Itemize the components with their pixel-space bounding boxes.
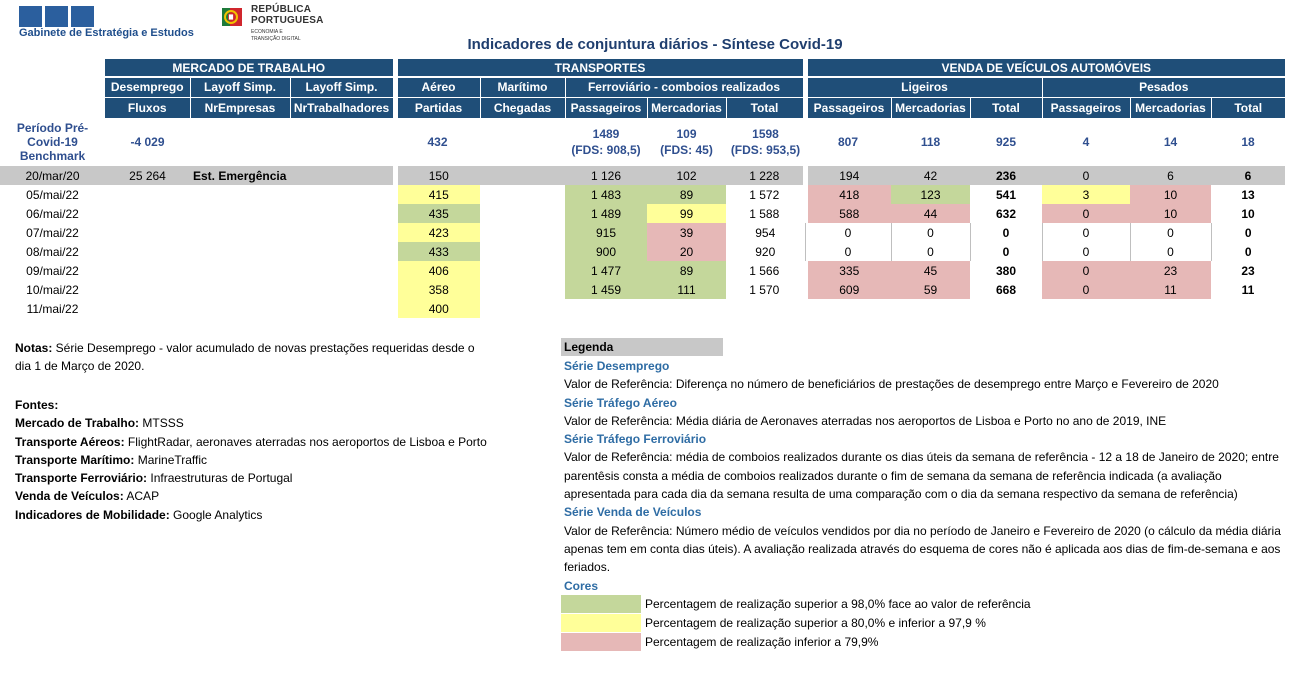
color-legend xyxy=(561,595,1031,652)
row-date: 09/mai/22 xyxy=(26,263,79,278)
row-pes-pass: 0 xyxy=(1042,242,1130,261)
rp-line3: ECONOMIA E xyxy=(251,29,283,35)
row-partidas: 423 xyxy=(395,223,480,242)
row-pes-pass: 0 xyxy=(1042,280,1130,299)
row-lig-pass: 0 xyxy=(805,223,891,242)
source-item: Indicadores de Mobilidade: Google Analytics xyxy=(15,507,263,522)
row-pes-total: 0 xyxy=(1244,225,1252,240)
row-ferro-merc: 111 xyxy=(647,280,726,299)
row-ferro-pass: 915 xyxy=(565,223,647,242)
row-date: 07/mai/22 xyxy=(26,225,79,240)
row-lig-merc: 59 xyxy=(891,280,970,299)
row-date: 11/mai/22 xyxy=(26,301,79,316)
legend-s4-text: Valor de Referência: Número médio de veículos vendidos por dia no período de Janeiro e Fevereiro de 2020 (o cálculo da média diária apenas tem em conta dias úteis). A avaliação realizada através do esquema de cores não é aplicada aos dias de fim-de-semana e aos feriados. xyxy=(564,523,1281,575)
col-ferro-passageiros: Passageiros xyxy=(565,97,647,118)
rp-line4: TRANSIÇÃO DIGITAL xyxy=(251,36,301,42)
row-lig-total: 668 xyxy=(995,282,1017,297)
emergency-partidas: 150 xyxy=(395,166,480,185)
sub-ferroviario: Ferroviário - comboios realizados xyxy=(565,77,805,97)
benchmark-label: Período Pré-Covid-19 Benchmark xyxy=(16,121,89,163)
logo-square xyxy=(45,6,68,27)
row-lig-pass: 418 xyxy=(805,185,891,204)
row-date: 06/mai/22 xyxy=(26,206,79,221)
row-pes-total: 0 xyxy=(1244,244,1252,259)
row-partidas: 435 xyxy=(395,204,480,223)
row-date: 05/mai/22 xyxy=(26,187,79,202)
sub-layoff2: Layoff Simp. xyxy=(290,77,395,97)
col-chegadas: Chegadas xyxy=(480,97,565,118)
row-date: 08/mai/22 xyxy=(26,244,79,259)
legend-s3-title: Série Tráfego Ferroviário xyxy=(564,432,707,447)
sources xyxy=(15,396,487,524)
row-lig-merc: 0 xyxy=(891,242,970,261)
table-row xyxy=(0,242,1285,261)
col-partidas: Partidas xyxy=(395,97,480,118)
col-ferro-mercadorias: Mercadorias xyxy=(647,97,726,118)
portugal-emblem-icon xyxy=(222,4,244,28)
source-item: Transporte Ferroviário: Infraestruturas de Portugal xyxy=(15,471,293,486)
legend-s3-text: Valor de Referência: média de comboios realizados durante os dias úteis da semana de referência - 12 a 18 de Janeiro de 2020; entre parentêsis consta a média de comboios realizados durante o fim de semana da semana de referência indicada (a avaliação apresentada para cada dia da semana resulta de uma comparação com o dia da semana respectivo da semana de referência) xyxy=(564,450,1279,502)
row-lig-pass: 0 xyxy=(805,242,891,261)
table-row xyxy=(0,261,1285,280)
row-lig-pass: 335 xyxy=(805,261,891,280)
bench-lig-merc: 118 xyxy=(920,135,941,149)
row-pes-merc: 0 xyxy=(1130,242,1211,261)
col-lig-mercadorias: Mercadorias xyxy=(891,97,970,118)
benchmark-row xyxy=(0,118,1285,166)
row-lig-pass: 609 xyxy=(805,280,891,299)
row-lig-merc: 123 xyxy=(891,185,970,204)
row-lig-total: 0 xyxy=(1002,225,1010,240)
row-pes-merc: 23 xyxy=(1130,261,1211,280)
color-yellow-label: Percentagem de realização superior a 80,0% e inferior a 97,9 % xyxy=(645,616,986,630)
row-ferro-pass: 1 459 xyxy=(565,280,647,299)
row-ferro-total: 920 xyxy=(755,244,776,259)
legend-s2-title: Série Tráfego Aéreo xyxy=(564,395,677,410)
legend-s1-text: Valor de Referência: Diferença no número de beneficiários de prestações de desemprego entre Março e Fevereiro de 2020 xyxy=(564,377,1219,392)
logo-square xyxy=(19,6,42,27)
row-partidas: 415 xyxy=(395,185,480,204)
emergency-pes-pass: 0 xyxy=(1042,166,1130,185)
row-ferro-total: 954 xyxy=(755,225,776,240)
red-swatch xyxy=(561,633,641,651)
sub-aereo: Aéreo xyxy=(395,77,480,97)
row-pes-merc: 10 xyxy=(1130,204,1211,223)
sub-desemprego: Desemprego xyxy=(105,77,190,97)
row-ferro-total: 1 566 xyxy=(749,263,780,278)
legend-title: Legenda xyxy=(561,338,723,356)
row-ferro-pass: 900 xyxy=(565,242,647,261)
legend-s4-title: Série Venda de Veículos xyxy=(564,505,702,520)
bench-ferro-pass: 1489 (FDS: 908,5) xyxy=(571,127,641,157)
group-mercado: MERCADO DE TRABALHO xyxy=(105,59,395,77)
emergency-ferro-pass: 1 126 xyxy=(565,166,647,185)
col-lig-total: Total xyxy=(970,97,1042,118)
rp-line1: REPÚBLICA xyxy=(251,4,312,15)
col-nrtrabalhadores: NrTrabalhadores xyxy=(290,97,395,118)
bench-ferro-total: 1598 (FDS: 953,5) xyxy=(730,127,801,157)
sources-title: Fontes: xyxy=(15,398,59,412)
col-nrempresas: NrEmpresas xyxy=(190,97,290,118)
row-lig-total: 632 xyxy=(995,206,1017,221)
legend-cores-title: Cores xyxy=(564,578,599,593)
row-lig-merc: 45 xyxy=(891,261,970,280)
row-ferro-pass: 1 489 xyxy=(565,204,647,223)
row-ferro-total: 1 588 xyxy=(749,206,780,221)
row-lig-total: 541 xyxy=(995,187,1017,202)
row-lig-merc: 44 xyxy=(891,204,970,223)
col-pes-total: Total xyxy=(1211,97,1285,118)
row-pes-pass: 0 xyxy=(1042,261,1130,280)
row-pes-total: 10 xyxy=(1241,206,1255,221)
logo-square xyxy=(71,6,94,27)
bench-lig-total: 925 xyxy=(995,135,1017,149)
row-partidas: 433 xyxy=(395,242,480,261)
legend-s1-title: Série Desemprego xyxy=(564,359,670,373)
row-ferro-pass: 1 477 xyxy=(565,261,647,280)
row-lig-total: 0 xyxy=(1002,244,1010,259)
row-pes-merc: 0 xyxy=(1130,223,1211,242)
source-item: Transporte Marítimo: MarineTraffic xyxy=(15,452,208,467)
row-pes-merc: 11 xyxy=(1130,280,1211,299)
row-partidas: 400 xyxy=(395,299,480,318)
table-row xyxy=(0,299,1285,318)
col-ferro-total: Total xyxy=(726,97,805,118)
emergency-ferro-merc: 102 xyxy=(647,166,726,185)
col-pes-mercadorias: Mercadorias xyxy=(1130,97,1211,118)
green-swatch xyxy=(561,595,641,613)
row-pes-total: 23 xyxy=(1241,263,1255,278)
sub-maritimo: Marítimo xyxy=(480,77,565,97)
row-lig-merc: 0 xyxy=(891,223,970,242)
col-fluxos: Fluxos xyxy=(105,97,190,118)
row-pes-total: 13 xyxy=(1241,187,1255,202)
legend xyxy=(564,357,1282,595)
indicators-table xyxy=(0,59,1285,318)
emergency-pes-total: 6 xyxy=(1211,166,1285,185)
legend-s2-text: Valor de Referência: Média diária de Aeronaves aterradas nos aeroportos de Lisboa e Porto no ano de 2019, INE xyxy=(564,413,1167,428)
notes xyxy=(15,339,485,375)
sub-ligeiros: Ligeiros xyxy=(805,77,1042,97)
row-ferro-pass: 1 483 xyxy=(565,185,647,204)
notes-label: Notas: xyxy=(15,341,53,355)
col-pes-passageiros: Passageiros xyxy=(1042,97,1130,118)
row-lig-total: 380 xyxy=(995,263,1017,278)
color-green-label: Percentagem de realização superior a 98,0% face ao valor de referência xyxy=(645,597,1031,611)
row-partidas: 406 xyxy=(395,261,480,280)
row-lig-pass: 588 xyxy=(805,204,891,223)
emergency-label: Est. Emergência xyxy=(190,166,290,185)
rp-line2: PORTUGUESA xyxy=(251,15,324,26)
source-item: Mercado de Trabalho: MTSSS xyxy=(15,416,184,431)
row-ferro-total: 1 570 xyxy=(749,282,780,297)
emergency-lig-merc: 42 xyxy=(891,166,970,185)
row-partidas: 358 xyxy=(395,280,480,299)
emergency-lig-pass: 194 xyxy=(805,166,891,185)
row-date: 10/mai/22 xyxy=(26,282,79,297)
emergency-pes-merc: 6 xyxy=(1130,166,1211,185)
bench-ferro-merc: 109 (FDS: 45) xyxy=(660,127,713,157)
row-pes-pass: 0 xyxy=(1042,204,1130,223)
row-ferro-merc: 99 xyxy=(647,204,726,223)
emergency-date: 20/mar/20 xyxy=(0,166,105,185)
sub-layoff1: Layoff Simp. xyxy=(190,77,290,97)
group-transportes: TRANSPORTES xyxy=(395,59,805,77)
row-ferro-merc: 89 xyxy=(647,261,726,280)
row-pes-pass: 3 xyxy=(1042,185,1130,204)
bench-partidas: 432 xyxy=(427,135,448,149)
table-row xyxy=(0,204,1285,223)
emergency-row xyxy=(0,166,1285,185)
emergency-ferro-total: 1 228 xyxy=(726,166,805,185)
bench-pes-pass: 4 xyxy=(1082,135,1090,149)
bench-pes-merc: 14 xyxy=(1163,135,1178,149)
page-title: Indicadores de conjuntura diários - Síntese Covid-19 xyxy=(467,36,843,53)
row-pes-pass: 0 xyxy=(1042,223,1130,242)
bench-lig-pass: 807 xyxy=(837,135,859,149)
row-ferro-merc: 89 xyxy=(647,185,726,204)
row-ferro-merc: 39 xyxy=(647,223,726,242)
bench-pes-total: 18 xyxy=(1241,135,1255,149)
col-lig-passageiros: Passageiros xyxy=(805,97,891,118)
yellow-swatch xyxy=(561,614,641,632)
notes-text: Série Desemprego - valor acumulado de novas prestações requeridas desde o dia 1 de Março de 2020. xyxy=(15,341,475,373)
row-ferro-total: 1 572 xyxy=(749,187,780,202)
emergency-fluxos: 25 264 xyxy=(105,166,190,185)
row-ferro-merc: 20 xyxy=(647,242,726,261)
bench-fluxos: -4 029 xyxy=(130,135,165,149)
row-pes-total: 11 xyxy=(1241,282,1255,297)
row-pes-merc: 10 xyxy=(1130,185,1211,204)
table-row xyxy=(0,280,1285,299)
color-red-label: Percentagem de realização inferior a 79,9% xyxy=(645,635,879,649)
group-venda: VENDA DE VEÍCULOS AUTOMÓVEIS xyxy=(805,59,1285,77)
table-row xyxy=(0,185,1285,204)
source-item: Transporte Aéreos: FlightRadar, aeronaves aterradas nos aeroportos de Lisboa e Porto xyxy=(15,434,487,449)
emergency-lig-total: 236 xyxy=(970,166,1042,185)
source-item: Venda de Veículos: ACAP xyxy=(15,489,160,504)
org-name: Gabinete de Estratégia e Estudos xyxy=(19,27,194,39)
sub-pesados: Pesados xyxy=(1042,77,1285,97)
table-row xyxy=(0,223,1285,242)
